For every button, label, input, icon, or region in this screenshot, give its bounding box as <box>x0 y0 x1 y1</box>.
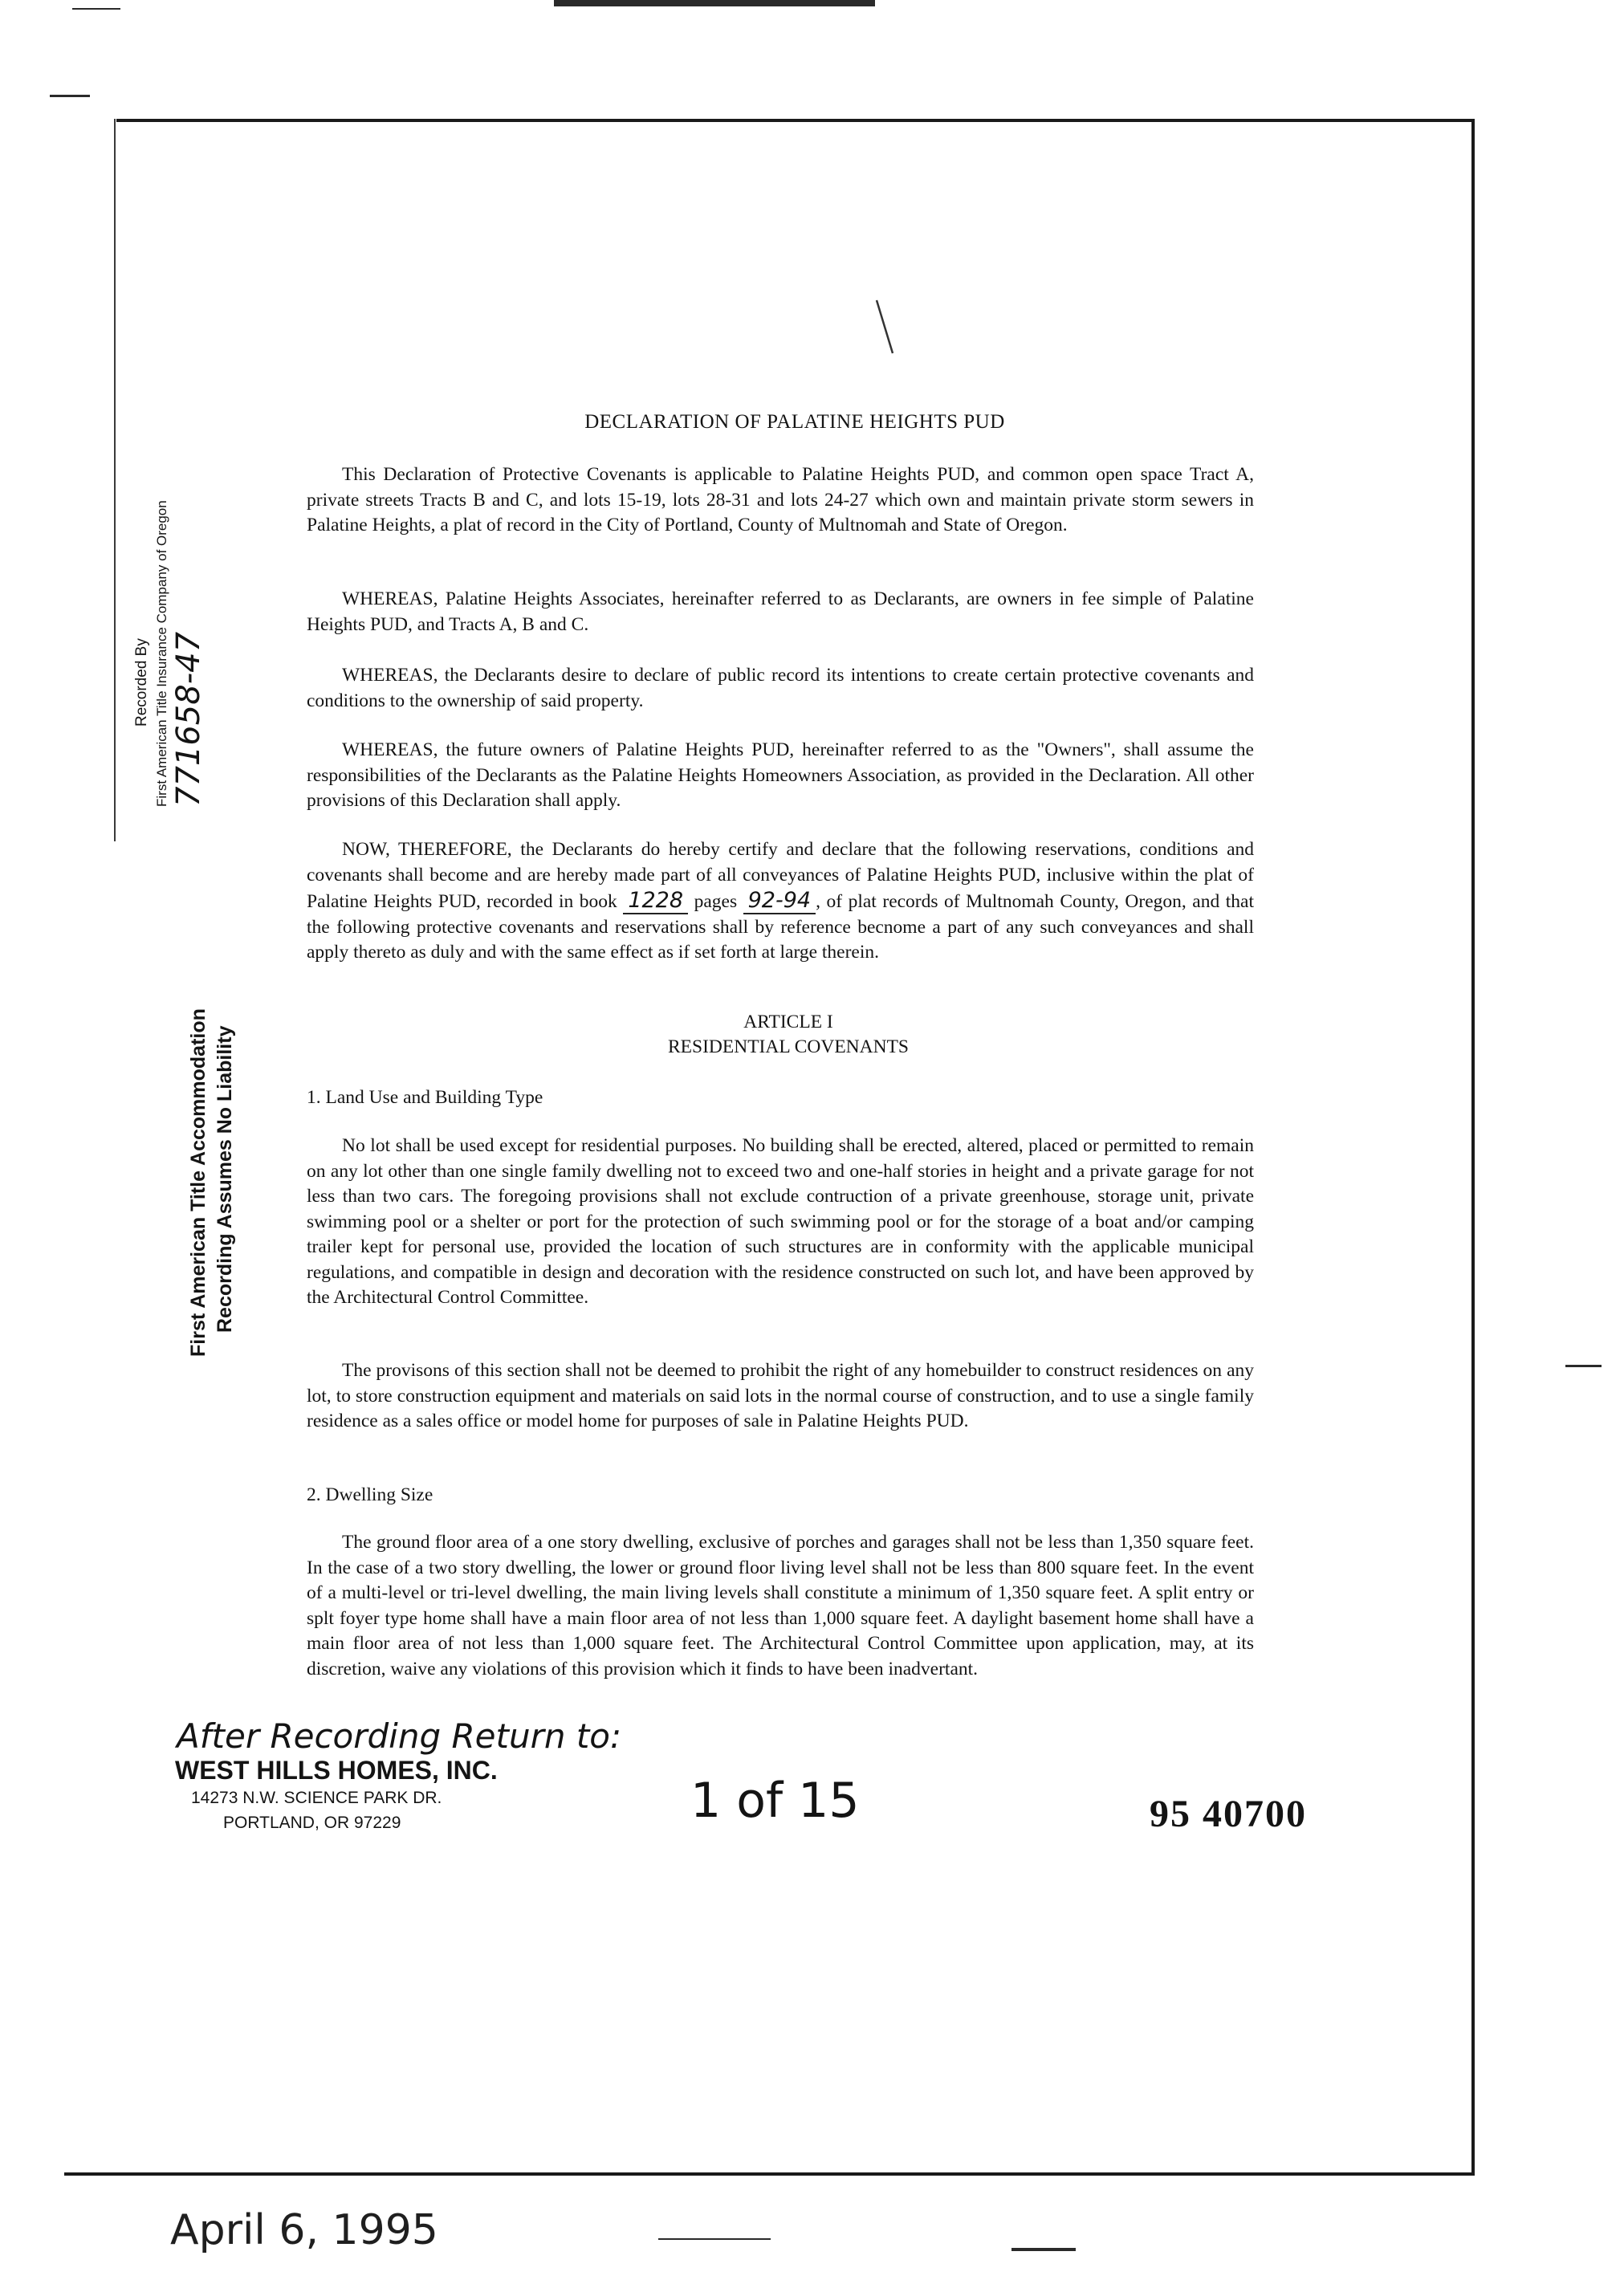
whereas-paragraph-1: WHEREAS, Palatine Heights Associates, hereinafter referred to as Declarants, are owners in fee simple of Palatine Heights PUD, and Tracts A, B and C. <box>307 588 1254 635</box>
scan-artifact-right-edge <box>1565 1365 1602 1367</box>
page-frame-bottom <box>64 2172 1475 2176</box>
section-1-paragraph-1: No lot shall be used except for residential purposes. No building shall be erected, altered, placed or permitted to remain on any lot other than one single family dwelling not to exceed two and one-half stories in height and a private garage for not less than two cars. The foregoing provisions shall not exclude contruction of a private greenhouse, storage unit, private swimming pool or a shelter or port for the protection of such swimming pool or for the storage of a boat and/or camping trailer kept for personal use, provided the location of such structures are in conformity with the applicable municipal regulations, and compatible in design and decoration with the residence constructed on such lot, and have been approved by the Architectural Control Committee. <box>307 1135 1254 1308</box>
handwritten-order-number: 771658-47 <box>170 631 207 807</box>
book-number-handwritten: 1228 <box>623 888 688 914</box>
recorded-by-stamp: Recorded By <box>133 638 150 727</box>
accommodation-stamp-line-1: First American Title Accommodation <box>187 1008 210 1357</box>
scan-artifact-top-bar <box>554 0 875 6</box>
return-address-street: 14273 N.W. SCIENCE PARK DR. <box>191 1789 442 1807</box>
page-frame-left <box>114 119 116 841</box>
scan-artifact-bottom-right <box>1011 2248 1076 2251</box>
section-1-heading: 1. Land Use and Building Type <box>307 1087 543 1108</box>
section-2-paragraph: The ground floor area of a one story dwelling, exclusive of porches and garages shall not be less than 1,350 square feet. In the case of a two story dwelling, the lower or ground floor living level shall not be less than 800 square feet. In the event of a multi-level or tri-level dwelling, the main living levels shall constitute a minimum of 1,350 square feet. A split entry or splt foyer type home shall have a main floor area of not less than 1,000 square feet. A daylight basement home shall have a main floor area of not less than 1,000 square feet. The Architectural Control Committee upon application, may, at its discretion, waive any violations of this provision which it finds to have been inadvertant. <box>307 1532 1254 1679</box>
scan-artifact-left-edge <box>50 95 90 97</box>
accommodation-stamp-line-2: Recording Assumes No Liability <box>214 1025 236 1333</box>
article-title: RESIDENTIAL COVENANTS <box>667 1036 910 1057</box>
section-2-heading: 2. Dwelling Size <box>307 1484 433 1505</box>
document-title: DECLARATION OF PALATINE HEIGHTS PUD <box>584 411 1005 433</box>
page-frame-top <box>116 119 1473 122</box>
recording-document-number: 95 40700 <box>1150 1793 1307 1835</box>
intro-paragraph: This Declaration of Protective Covenants is applicable to Palatine Heights PUD, and common open space Tract A, private streets Tracts B and C, and lots 15-19, lots 28-31 and lots 24-27 which own and maintain private storm sewers in Palatine Heights, a plat of record in the City of Portland, County of Multnomah and State of Oregon. <box>307 464 1254 535</box>
return-address-company: WEST HILLS HOMES, INC. <box>175 1756 498 1785</box>
whereas-paragraph-3: WHEREAS, the future owners of Palatine Heights PUD, hereinafter referred to as the "Owners", shall assume the responsibilities of the Declarants as the Palatine Heights Homeowners Association, as provided in the Declaration. All other provisions of this Declaration shall apply. <box>307 739 1254 811</box>
scan-artifact-top-left <box>72 8 120 10</box>
return-address-label: After Recording Return to: <box>177 1716 622 1756</box>
return-address-city: PORTLAND, OR 97229 <box>223 1814 401 1832</box>
now-therefore-paragraph <box>307 837 1254 966</box>
page-count-handwritten: 1 of 15 <box>690 1773 860 1829</box>
scan-artifact-bottom <box>658 2238 771 2240</box>
now-therefore-text-1: NOW, THEREFORE, the Declarants do hereby certify and declare that the following reservations, conditions and covenants shall become and are hereby made part of all conveyances of Palatine Heights PUD, inclusive within the plat of Palatine Heights PUD, recorded in book <box>307 839 1254 912</box>
handwritten-date: April 6, 1995 <box>170 2206 438 2254</box>
section-1-paragraph-2: The provisons of this section shall not be deemed to prohibit the right of any homebuilder to construct residences on any lot, to store construction equipment and materials on said lots in the normal course of construction, and to use a single family residence as a sales office or model home for purposes of sale in Palatine Heights PUD. <box>307 1360 1254 1431</box>
handwritten-tick-mark <box>873 297 897 357</box>
pages-label: pages <box>694 891 738 912</box>
page-numbers-handwritten: 92-94 <box>743 888 816 914</box>
now-therefore-text-2: , of plat records of Multnomah County, Oregon, and that the following protective covenants and reservations shall by reference becnome a part of any such conveyances and shall apply thereto as duly and with the same effect as if set forth at large therein. <box>307 891 1254 963</box>
title-company-stamp: First American Title Insurance Company of Oregon <box>154 500 169 807</box>
article-number: ARTICLE I <box>743 1012 833 1032</box>
page-frame-right <box>1471 119 1475 2174</box>
whereas-paragraph-2: WHEREAS, the Declarants desire to declare of public record its intentions to create certain protective covenants and conditions to the ownership of said property. <box>307 665 1254 711</box>
